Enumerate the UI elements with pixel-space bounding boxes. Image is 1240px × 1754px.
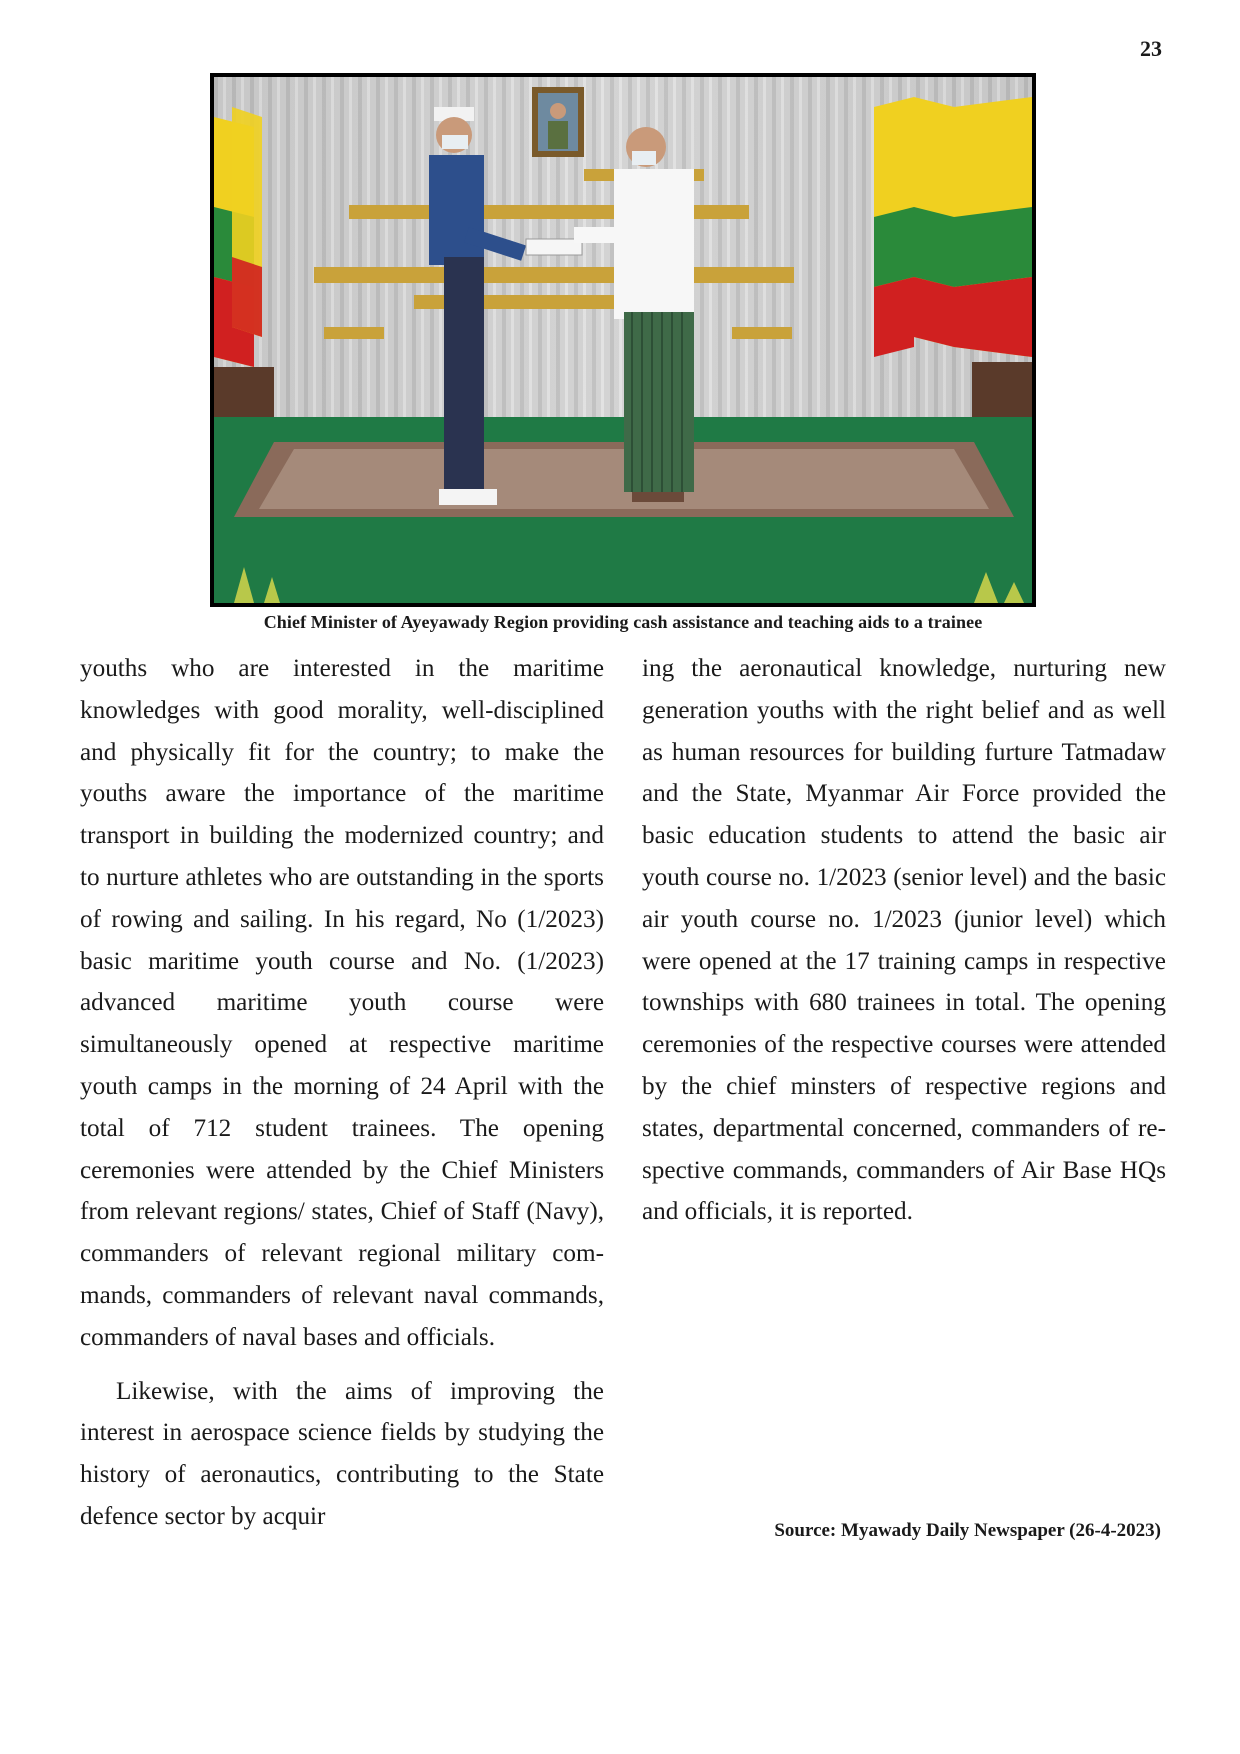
news-photo [210, 73, 1036, 607]
article-column-right [642, 648, 1166, 1233]
article-column-left [80, 648, 604, 1538]
flags-right [874, 97, 1032, 357]
article-paragraph: Likewise, with the aims of improving the interest in aerospace science fields by studying the history of aeronautics, contributing to the State defence sector by acquir [80, 1377, 604, 1530]
article-paragraph: youths who are interested in the maritime knowledges with good morality, well-disciplined and physically fit for the country; to make the youths aware the importance of the maritime transport in building the modernized country; and to nurture athletes who are outstanding in the sports of rowing and sailing. In his regard, No (1/2023) basic maritime youth course and No. (1/2023) advanced maritime youth course were simultaneously opened at respective maritime youth camps in the morning of 24 April with the total of 712 student trainees. The opening ceremonies were attended by the Chief Ministers from relevant regions/ states, Chief of Staff (Navy), commanders of relevant regional military commands, commanders of relevant naval commands, commanders of naval bases and officials. [80, 655, 604, 1351]
article-paragraph: ing the aeronautical knowledge, nurturing new generation youths with the right belief and as well as human resources for building furture Tatmadaw and the State, Myanmar Air Force provided the basic education students to attend the basic air youth course no. 1/2023 (senior level) and the basic air youth course no. 1/2023 (junior level) which were opened at the 17 training camps in respective townships with 680 trainees in total. The opening ceremonies of the respective courses were attended by the chief minsters of respective regions and states, departmental concerned, commanders of respective commands, commanders of Air Base HQs and officials, it is reported. [642, 655, 1166, 1226]
photo-caption: Chief Minister of Ayeyawady Region providing cash assistance and teaching aids to a trainee [263, 612, 983, 632]
flags-left [214, 107, 262, 367]
source-credit: Source: Myawady Daily Newspaper (26-4-2023) [774, 1520, 1161, 1541]
envelope [526, 239, 582, 255]
page-number: 23 [1140, 36, 1162, 61]
ceremony-illustration [214, 77, 1032, 603]
